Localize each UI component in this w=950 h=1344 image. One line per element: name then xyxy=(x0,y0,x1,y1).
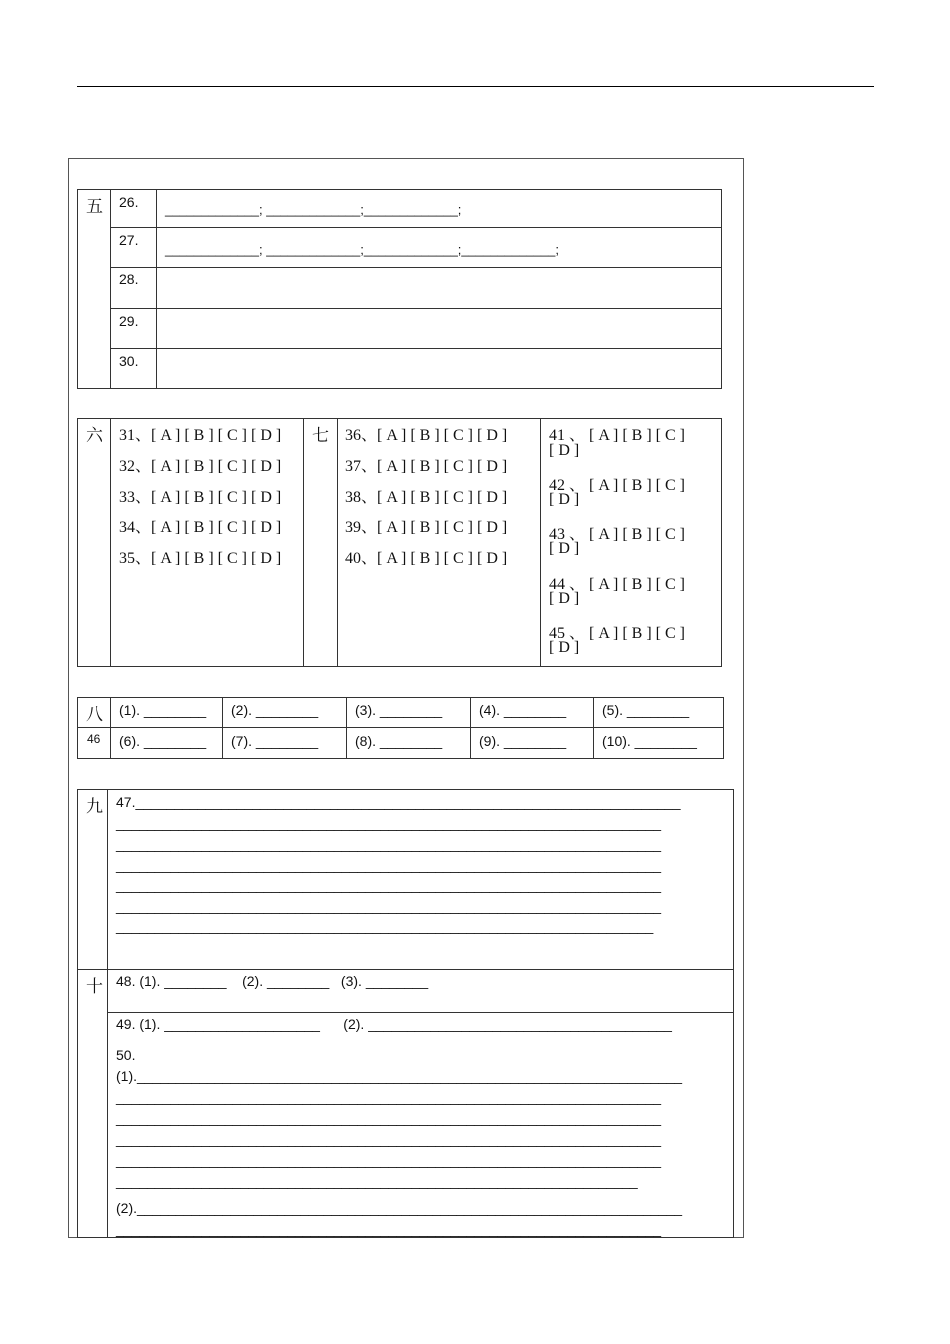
q50-line[interactable]: ______________________________________________________________________ xyxy=(116,1089,662,1105)
q28-number: 28. xyxy=(119,271,139,287)
q46-blank-4[interactable]: (4). ________ xyxy=(479,702,567,718)
q26-number: 26. xyxy=(119,194,139,210)
q47-first-line[interactable]: 47.______________________________________________________________________ xyxy=(116,794,681,810)
q30-answer[interactable] xyxy=(160,351,718,386)
q46-blank-2[interactable]: (2). ________ xyxy=(231,702,319,718)
q30-number: 30. xyxy=(119,353,139,369)
q47-line[interactable]: ______________________________________________________________________ xyxy=(116,877,662,893)
divider xyxy=(110,267,722,268)
q46-blank-8[interactable]: (8). ________ xyxy=(355,733,443,749)
divider xyxy=(337,418,338,667)
mc-item-45-d[interactable]: [ D ] xyxy=(549,639,580,656)
section-5-label: 五 xyxy=(86,197,103,216)
divider xyxy=(110,189,111,389)
mc-item-37[interactable]: 37、[ A ] [ B ] [ C ] [ D ] xyxy=(345,458,508,475)
q48-blanks[interactable]: 48. (1). ________ (2). ________ (3). ________ xyxy=(116,973,429,989)
mc-item-38[interactable]: 38、[ A ] [ B ] [ C ] [ D ] xyxy=(345,489,508,506)
divider xyxy=(107,1012,734,1013)
q49-blanks[interactable]: 49. (1). ____________________ (2). _______________________________________ xyxy=(116,1016,672,1032)
q47-line[interactable]: ______________________________________________________________________ xyxy=(116,836,662,852)
q27-number: 27. xyxy=(119,232,139,248)
mc-item-34[interactable]: 34、[ A ] [ B ] [ C ] [ D ] xyxy=(119,519,282,536)
mc-item-44-d[interactable]: [ D ] xyxy=(549,590,580,607)
q47-line[interactable]: _____________________________________________________________________ xyxy=(116,918,654,934)
section-9-label: 九 xyxy=(86,797,103,816)
q46-blank-5[interactable]: (5). ________ xyxy=(602,702,690,718)
q46-blank-7[interactable]: (7). ________ xyxy=(231,733,319,749)
divider xyxy=(110,418,111,667)
mc-item-41-d[interactable]: [ D ] xyxy=(549,442,580,459)
mc-item-32[interactable]: 32、[ A ] [ B ] [ C ] [ D ] xyxy=(119,458,282,475)
divider xyxy=(110,697,111,759)
mc-item-35[interactable]: 35、[ A ] [ B ] [ C ] [ D ] xyxy=(119,550,282,567)
divider xyxy=(77,969,734,970)
q50-part1-first[interactable]: (1).______________________________________________________________________ xyxy=(116,1068,683,1084)
mc-item-45[interactable]: 45 、 [ A ] [ B ] [ C ] xyxy=(549,625,685,642)
section-8-label: 八 xyxy=(86,705,103,724)
q28-answer[interactable] xyxy=(160,270,718,306)
section-6-label: 六 xyxy=(86,426,103,445)
q47-line[interactable]: ______________________________________________________________________ xyxy=(116,857,662,873)
q50-number: 50. xyxy=(116,1047,136,1063)
mc-item-36[interactable]: 36、[ A ] [ B ] [ C ] [ D ] xyxy=(345,427,508,444)
q50-line[interactable]: ______________________________________________________________________ xyxy=(116,1221,662,1237)
q46-blank-3[interactable]: (3). ________ xyxy=(355,702,443,718)
divider xyxy=(107,789,108,1238)
mc-item-33[interactable]: 33、[ A ] [ B ] [ C ] [ D ] xyxy=(119,489,282,506)
mc-item-39[interactable]: 39、[ A ] [ B ] [ C ] [ D ] xyxy=(345,519,508,536)
q50-line[interactable]: ___________________________________________________________________ xyxy=(116,1173,638,1189)
q50-part2-first[interactable]: (2).______________________________________________________________________ xyxy=(116,1200,683,1216)
q50-line[interactable]: ______________________________________________________________________ xyxy=(116,1110,662,1126)
divider xyxy=(222,697,223,759)
mc-item-43[interactable]: 43 、 [ A ] [ B ] [ C ] xyxy=(549,526,685,543)
q50-line[interactable]: ______________________________________________________________________ xyxy=(116,1131,662,1147)
mc-item-41[interactable]: 41 、 [ A ] [ B ] [ C ] xyxy=(549,427,685,444)
divider xyxy=(303,418,304,667)
divider xyxy=(110,348,722,349)
section-7-label: 七 xyxy=(312,426,329,445)
q47-line[interactable]: ______________________________________________________________________ xyxy=(116,898,662,914)
q29-answer[interactable] xyxy=(160,311,718,346)
q46-blank-6[interactable]: (6). ________ xyxy=(119,733,207,749)
divider xyxy=(593,697,594,759)
divider xyxy=(540,418,541,667)
q46-blank-1[interactable]: (1). ________ xyxy=(119,702,207,718)
q47-line[interactable]: ______________________________________________________________________ xyxy=(116,815,662,831)
divider xyxy=(77,727,724,728)
divider xyxy=(110,227,722,228)
mc-item-44[interactable]: 44 、 [ A ] [ B ] [ C ] xyxy=(549,576,685,593)
mc-item-42[interactable]: 42 、 [ A ] [ B ] [ C ] xyxy=(549,477,685,494)
mc-item-31[interactable]: 31、[ A ] [ B ] [ C ] [ D ] xyxy=(119,427,282,444)
section-10-label: 十 xyxy=(86,977,103,996)
mc-item-42-d[interactable]: [ D ] xyxy=(549,491,580,508)
divider xyxy=(110,308,722,309)
q50-line[interactable]: ______________________________________________________________________ xyxy=(116,1152,662,1168)
divider xyxy=(470,697,471,759)
q46-number: 46 xyxy=(87,732,101,746)
divider xyxy=(346,697,347,759)
divider xyxy=(156,189,157,389)
divider xyxy=(77,1237,734,1238)
q26-answer[interactable]: _____________; _____________;_____________; xyxy=(165,202,462,217)
q46-blank-9[interactable]: (9). ________ xyxy=(479,733,567,749)
header-rule xyxy=(77,86,874,87)
q27-answer[interactable]: _____________; _____________;_____________;_____________; xyxy=(165,242,560,257)
mc-item-43-d[interactable]: [ D ] xyxy=(549,540,580,557)
q46-blank-10[interactable]: (10). ________ xyxy=(602,733,697,749)
q29-number: 29. xyxy=(119,313,139,329)
mc-item-40[interactable]: 40、[ A ] [ B ] [ C ] [ D ] xyxy=(345,550,508,567)
